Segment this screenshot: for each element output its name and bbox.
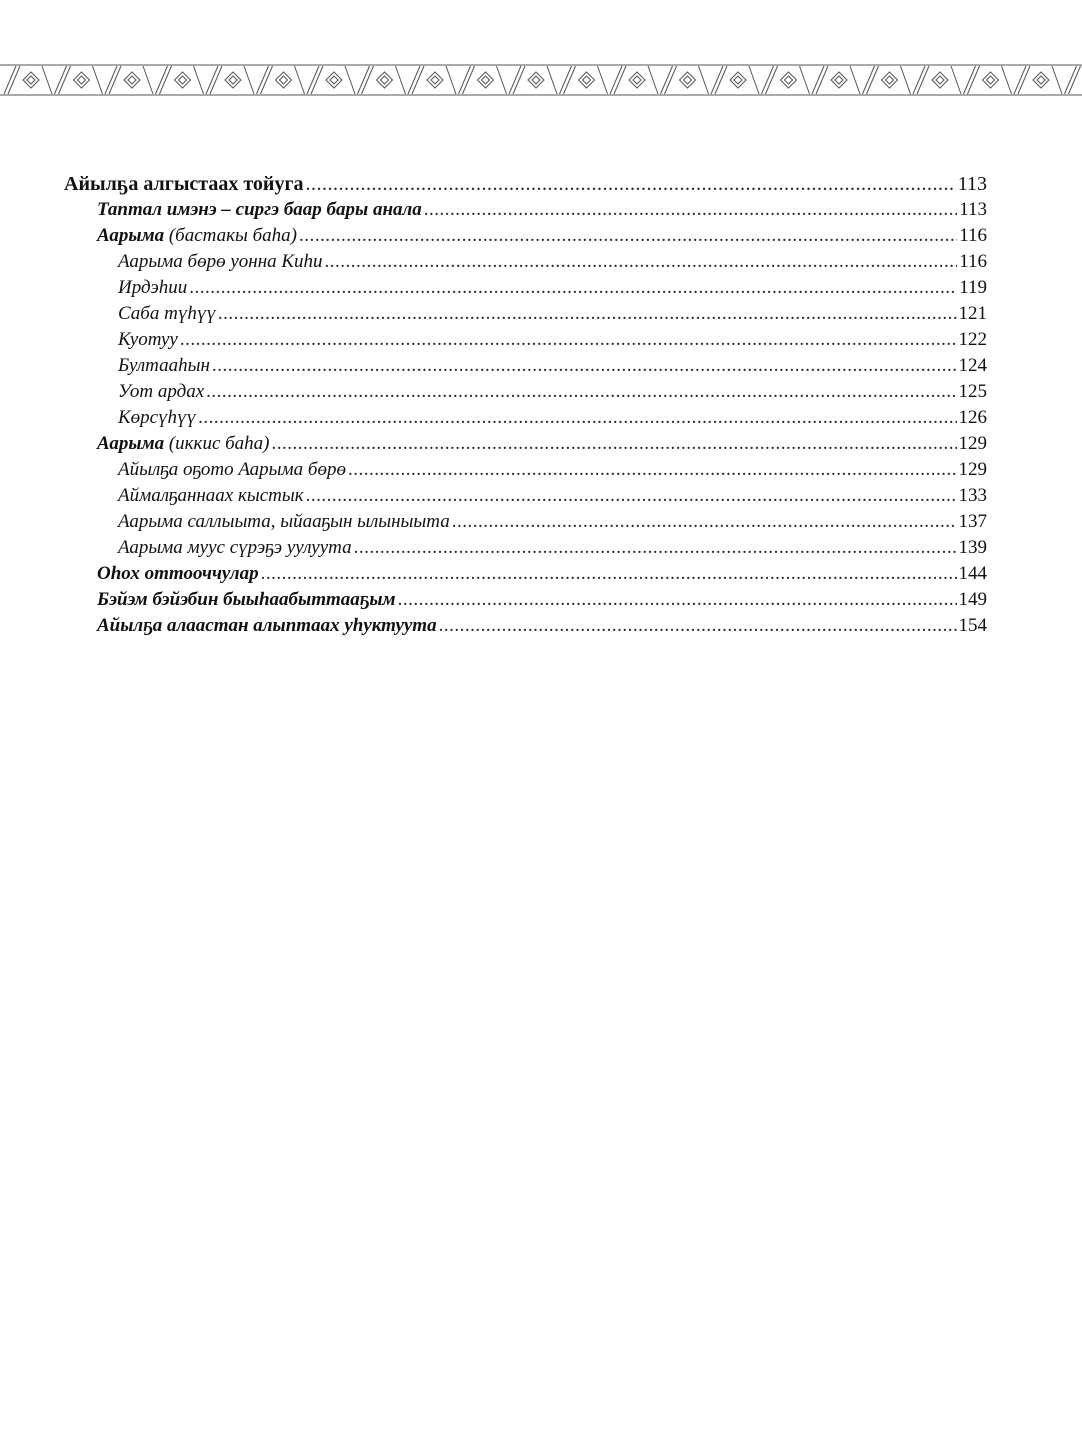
toc-title-bold: Айылҕа алаастан алыптаах уһуктуута (97, 615, 437, 636)
toc-row (118, 406, 987, 430)
dot-leader (325, 250, 958, 274)
toc-page-number: 113 (957, 173, 987, 195)
toc-entry-title: Аарыма бөрө уонна Киһи (118, 251, 323, 272)
toc-entry-title: Аймалҕаннаах кыстык (118, 485, 304, 506)
toc-page-number: 133 (958, 485, 987, 506)
toc-row (97, 198, 987, 222)
toc-page-number: 154 (958, 615, 987, 636)
dot-leader (306, 172, 956, 196)
toc-title-bold: Бэйэм бэйэбин быыһаабыттааҕым (97, 589, 396, 610)
toc-entry-title: Айылҕа оҕото Аарыма бөрө (118, 459, 346, 480)
dot-leader (212, 354, 957, 378)
dot-leader (218, 302, 957, 326)
toc-page-number: 121 (958, 303, 987, 324)
toc-entry-title: Айылҕа алгыстаах тойуга (64, 173, 304, 195)
toc-entry-title: Уот ардах (118, 381, 205, 402)
toc-title-italic: (иккис баһа) (164, 433, 270, 454)
toc-row (97, 562, 987, 586)
toc-page-number: 124 (958, 355, 987, 376)
dot-leader (452, 510, 957, 534)
toc-entry-title: Аарыма муус сүрэҕэ уулуута (118, 537, 352, 558)
toc-row (118, 276, 987, 300)
toc-entry-title: Аарыма саллыыта, ыйааҕын ылыныыта (118, 511, 450, 532)
toc-page-number: 116 (959, 251, 987, 272)
toc-page-number: 144 (958, 563, 987, 584)
dot-leader (272, 432, 957, 456)
dot-leader (180, 328, 957, 352)
toc-page-number: 113 (959, 199, 987, 220)
dot-leader (206, 380, 956, 404)
toc-title-bold: Оһох оттооччулар (97, 563, 259, 584)
toc-entry-title (97, 614, 437, 638)
toc-entry-title: Бултааһын (118, 355, 210, 376)
toc-page-number: 122 (958, 329, 987, 350)
toc-row (118, 328, 987, 352)
toc-row (118, 354, 987, 378)
toc-page-number: 119 (959, 277, 987, 298)
dot-leader (189, 276, 957, 300)
toc-title-italic: (бастакы баһа) (164, 225, 298, 246)
toc-page-number: 137 (958, 511, 987, 532)
toc-page-number: 149 (958, 589, 987, 610)
toc-page-number: 129 (958, 459, 987, 480)
toc-entry-title: Куотуу (118, 329, 178, 350)
toc-entry-title: Ирдэһии (118, 277, 188, 298)
toc-row (97, 614, 987, 638)
dot-leader (398, 588, 957, 612)
toc-row (118, 380, 987, 404)
dot-leader (261, 562, 957, 586)
toc-row (118, 536, 987, 560)
toc-entry-title (97, 198, 422, 222)
dot-leader (439, 614, 957, 638)
toc-entry-title (97, 562, 259, 586)
toc-row (118, 458, 987, 482)
toc-page-number: 125 (958, 381, 987, 402)
dot-leader (299, 224, 957, 248)
toc-row (97, 432, 987, 456)
toc-page-number: 129 (958, 433, 987, 454)
dot-leader (424, 198, 957, 222)
toc-page-number: 126 (958, 407, 987, 428)
toc-title-bold: Аарыма (97, 433, 165, 454)
toc-row (64, 172, 987, 196)
diamond-ornament-icon (0, 64, 1082, 96)
toc-page-number: 139 (958, 537, 987, 558)
ornament-border (0, 64, 1082, 96)
toc-page-number: 116 (959, 225, 987, 246)
toc-entry-title (97, 224, 297, 248)
toc-row (118, 302, 987, 326)
toc-row (97, 588, 987, 612)
dot-leader (306, 484, 957, 508)
toc-entry-title: Көрсүһүү (118, 407, 197, 428)
dot-leader (198, 406, 956, 430)
toc-row (118, 510, 987, 534)
toc-row (118, 250, 987, 274)
toc-row (97, 224, 987, 248)
toc-entry-title (97, 432, 270, 456)
toc-entry-title (97, 588, 396, 612)
dot-leader (354, 536, 957, 560)
toc-row (118, 484, 987, 508)
toc-title-bold: Таптал имэнэ – сиргэ баар бары анала (97, 199, 422, 220)
toc-title-bold: Аарыма (97, 225, 165, 246)
dot-leader (348, 458, 957, 482)
toc-entry-title: Саба түһүү (118, 303, 216, 324)
